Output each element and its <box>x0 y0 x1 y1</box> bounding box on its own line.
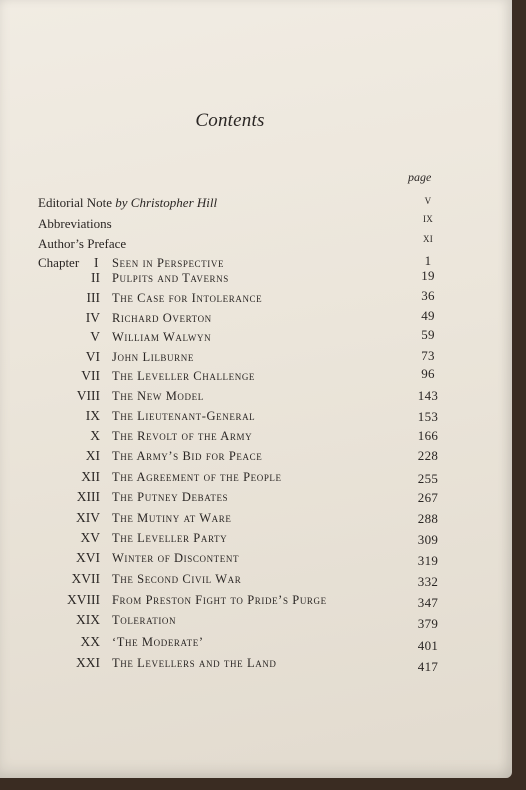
chapter-page: 379 <box>417 616 439 631</box>
chapter-title: The New Model <box>112 389 204 403</box>
chapter-page: 347 <box>417 595 439 610</box>
chapter-number: IX <box>85 408 100 423</box>
chapter-title: Toleration <box>112 613 177 627</box>
chapter-number: XIX <box>76 612 100 627</box>
chapter-page: 59 <box>421 327 435 342</box>
chapter-number: XVIII <box>67 592 100 607</box>
chapter-number: II <box>91 270 100 285</box>
chapter-title: The Revolt of the Army <box>112 429 253 443</box>
chapter-title: The Levellers and the Land <box>112 656 277 670</box>
chapter-page: 228 <box>417 448 439 463</box>
chapter-page: 1 <box>424 253 432 268</box>
chapter-title: Seen in Perspective <box>112 256 225 270</box>
chapter-title: The Army’s Bid for Peace <box>112 449 263 463</box>
chapter-title: The Mutiny at Ware <box>112 511 232 525</box>
chapter-title: The Second Civil War <box>112 572 242 586</box>
chapter-number: V <box>90 329 100 344</box>
chapter-number: VIII <box>76 388 100 403</box>
chapter-page: 49 <box>421 308 435 323</box>
page-column-heading: page <box>408 170 432 184</box>
chapter-title: The Agreement of the People <box>112 470 282 484</box>
chapter-number: IV <box>85 310 100 325</box>
chapter-title: From Preston Fight to Pride’s Purge <box>112 593 327 607</box>
chapter-title: ‘The Moderate’ <box>112 635 204 649</box>
chapter-page: 319 <box>417 553 439 568</box>
chapter-page: 96 <box>421 366 435 381</box>
chapter-number: III <box>86 290 100 305</box>
chapter-number: X <box>90 428 100 443</box>
chapter-title: The Lieutenant-General <box>112 409 256 423</box>
chapter-page: 255 <box>417 471 439 486</box>
chapter-page: 36 <box>421 288 435 303</box>
chapter-page: 267 <box>417 490 439 505</box>
chapter-page: 153 <box>417 409 439 424</box>
chapter-number: XVI <box>76 550 100 565</box>
chapter-number: XXI <box>76 655 100 670</box>
chapter-number: VI <box>85 349 100 364</box>
chapter-title: Winter of Discontent <box>112 551 240 565</box>
chapter-number: XIII <box>76 489 100 504</box>
front-matter-editorial-note <box>38 195 217 211</box>
chapter-title: William Walwyn <box>112 330 212 344</box>
chapter-number: XII <box>81 469 100 484</box>
chapter-title: The Leveller Party <box>112 531 228 545</box>
chapter-page: 309 <box>417 532 439 547</box>
chapter-word: Chapter <box>38 255 80 270</box>
chapter-number: XVII <box>71 571 100 586</box>
front-matter-page: v <box>424 192 432 207</box>
chapter-page: 19 <box>421 268 435 283</box>
chapter-page: 166 <box>417 428 439 443</box>
chapter-title: The Leveller Challenge <box>112 369 256 383</box>
chapter-title: Pulpits and Taverns <box>112 271 229 285</box>
chapter-page: 332 <box>417 574 439 589</box>
chapter-number: XX <box>80 634 100 649</box>
page-title: Contents <box>195 110 265 131</box>
front-matter-label: Editorial Note <box>38 195 116 210</box>
chapter-title: The Case for Intolerance <box>112 291 263 305</box>
front-matter-page: ix <box>422 210 434 225</box>
front-matter-byline: by Christopher Hill <box>115 195 218 210</box>
chapter-page: 73 <box>421 348 435 363</box>
chapter-number: XV <box>80 530 100 545</box>
chapter-number: XI <box>85 448 100 463</box>
chapter-page: 288 <box>417 511 439 526</box>
chapter-title: The Putney Debates <box>112 490 229 504</box>
chapter-page: 143 <box>417 388 439 403</box>
chapter-number: VII <box>81 368 100 383</box>
front-matter-preface: Author’s Preface <box>38 236 127 251</box>
chapter-page: 401 <box>417 638 439 653</box>
chapter-number: I <box>94 255 99 270</box>
chapter-title: Richard Overton <box>112 311 212 325</box>
chapter-number: XIV <box>76 510 100 525</box>
chapter-page: 417 <box>417 659 439 674</box>
front-matter-abbreviations: Abbreviations <box>38 216 112 231</box>
chapter-title: John Lilburne <box>112 350 194 364</box>
front-matter-page: xi <box>422 230 434 245</box>
